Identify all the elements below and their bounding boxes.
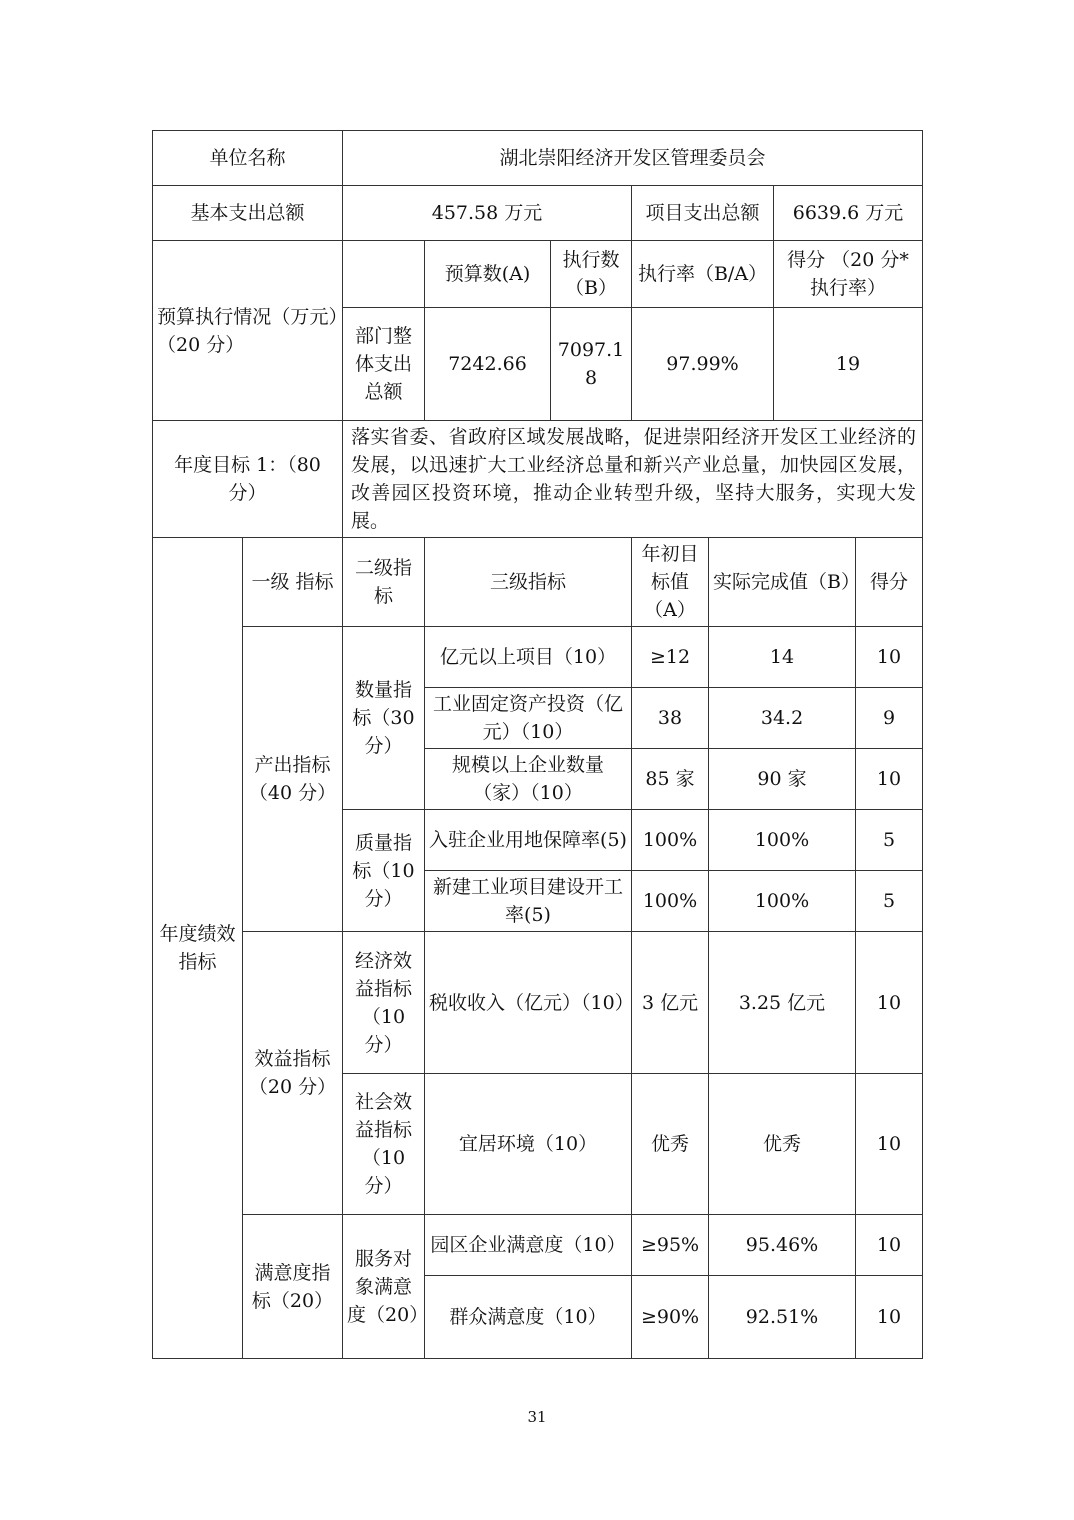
- header-level1: 一级 指标: [243, 538, 343, 627]
- expenditure-row: [153, 186, 923, 241]
- indicator-score: 10: [856, 1074, 923, 1215]
- annual-goal-text: 落实省委、省政府区域发展战略，促进崇阳经济开发区工业经济的发展，以迅速扩大工业经济总量和新兴产业总量，加快园区发展，改善园区投资环境，推动企业转型升级，坚持大服务，实现大发展。: [343, 421, 923, 538]
- table-row: [153, 932, 923, 1074]
- indicator-actual: 14: [709, 627, 856, 688]
- header-level3: 三级指标: [425, 538, 632, 627]
- table-row: [153, 627, 923, 688]
- indicator-target: 优秀: [632, 1074, 709, 1215]
- unit-value: 湖北崇阳经济开发区管理委员会: [343, 131, 923, 186]
- project-expenditure-label: 项目支出总额: [632, 186, 774, 241]
- header-level2: 二级指标: [343, 538, 425, 627]
- indicator-actual: 34.2: [709, 688, 856, 749]
- service-satisfaction-label: 服务对象满意度（20）: [343, 1215, 425, 1359]
- indicator-score: 5: [856, 871, 923, 932]
- budget-col-score: 得分 （20 分*执行率）: [774, 241, 923, 308]
- header-score: 得分: [856, 538, 923, 627]
- output-indicator-label: 产出指标（40 分）: [243, 627, 343, 932]
- budget-header-row: [153, 241, 923, 308]
- indicator-name: 规模以上企业数量（家）（10）: [425, 749, 632, 810]
- performance-table: [152, 130, 923, 1359]
- indicator-actual: 100%: [709, 810, 856, 871]
- indicator-score: 9: [856, 688, 923, 749]
- indicator-target: ≥12: [632, 627, 709, 688]
- indicator-name: 工业固定资产投资（亿元）（10）: [425, 688, 632, 749]
- project-expenditure-value: 6639.6 万元: [774, 186, 923, 241]
- exec-value: 7097.18: [551, 308, 632, 421]
- indicator-score: 10: [856, 1215, 923, 1276]
- indicator-name: 亿元以上项目（10）: [425, 627, 632, 688]
- indicator-actual: 优秀: [709, 1074, 856, 1215]
- budget-col-exec: 执行数（B）: [551, 241, 632, 308]
- indicator-name: 税收收入（亿元）（10）: [425, 932, 632, 1074]
- unit-label: 单位名称: [153, 131, 343, 186]
- indicator-actual: 95.46%: [709, 1215, 856, 1276]
- indicator-target: 38: [632, 688, 709, 749]
- indicator-actual: 3.25 亿元: [709, 932, 856, 1074]
- indicator-actual: 92.51%: [709, 1276, 856, 1359]
- annual-indicators-label: 年度绩效指标: [153, 538, 243, 1359]
- indicator-name: 新建工业项目建设开工率(5): [425, 871, 632, 932]
- page-number: 31: [527, 1408, 547, 1426]
- budget-row-label: 部门整体支出总额: [343, 308, 425, 421]
- indicator-target: 3 亿元: [632, 932, 709, 1074]
- indicator-target: 85 家: [632, 749, 709, 810]
- header-target: 年初目标值（A）: [632, 538, 709, 627]
- indicator-score: 10: [856, 1276, 923, 1359]
- benefit-indicator-label: 效益指标（20 分）: [243, 932, 343, 1215]
- score-value: 19: [774, 308, 923, 421]
- basic-expenditure-label: 基本支出总额: [153, 186, 343, 241]
- indicator-score: 10: [856, 627, 923, 688]
- indicator-target: 100%: [632, 871, 709, 932]
- indicator-target: ≥90%: [632, 1276, 709, 1359]
- indicator-target: ≥95%: [632, 1215, 709, 1276]
- basic-expenditure-value: 457.58 万元: [343, 186, 632, 241]
- indicator-actual: 100%: [709, 871, 856, 932]
- indicator-name: 入驻企业用地保障率(5): [425, 810, 632, 871]
- satisfaction-indicator-label: 满意度指标（20）: [243, 1215, 343, 1359]
- indicator-header-row: [153, 538, 923, 627]
- indicator-score: 10: [856, 749, 923, 810]
- indicator-name: 宜居环境（10）: [425, 1074, 632, 1215]
- budget-execution-label: 预算执行情况（万元） （20 分）: [153, 241, 343, 421]
- social-benefit-label: 社会效益指标（10 分）: [343, 1074, 425, 1215]
- indicator-target: 100%: [632, 810, 709, 871]
- budget-col-rate: 执行率（B/A）: [632, 241, 774, 308]
- unit-row: [153, 131, 923, 186]
- budget-value: 7242.66: [425, 308, 551, 421]
- budget-blank-cell: [343, 241, 425, 308]
- annual-goal-label: 年度目标 1：（80 分）: [153, 421, 343, 538]
- table-row: [153, 1215, 923, 1276]
- indicator-actual: 90 家: [709, 749, 856, 810]
- indicator-name: 园区企业满意度（10）: [425, 1215, 632, 1276]
- indicator-score: 10: [856, 932, 923, 1074]
- rate-value: 97.99%: [632, 308, 774, 421]
- header-actual: 实际完成值（B）: [709, 538, 856, 627]
- indicator-score: 5: [856, 810, 923, 871]
- economic-benefit-label: 经济效益指标（10 分）: [343, 932, 425, 1074]
- indicator-name: 群众满意度（10）: [425, 1276, 632, 1359]
- goal-row: [153, 421, 923, 538]
- quantity-indicator-label: 数量指标（30 分）: [343, 627, 425, 810]
- quality-indicator-label: 质量指标（10 分）: [343, 810, 425, 932]
- budget-col-budget: 预算数(A): [425, 241, 551, 308]
